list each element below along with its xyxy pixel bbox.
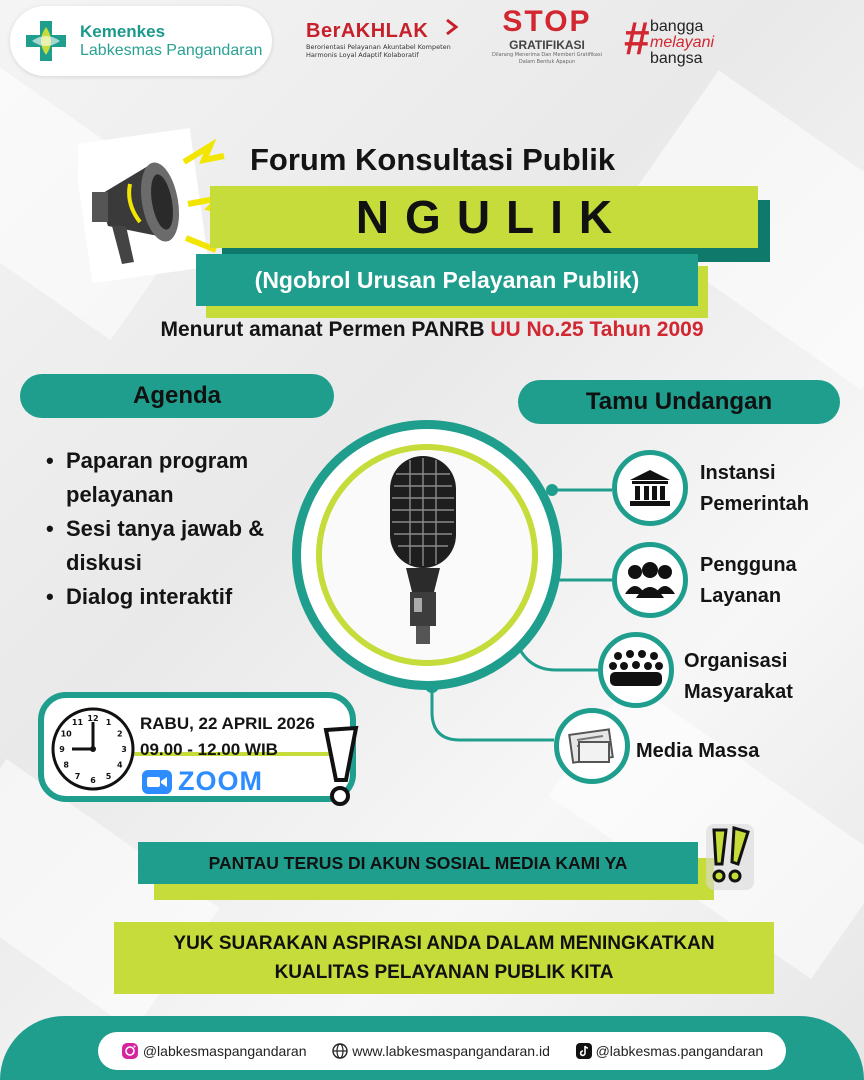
clock-number: 1: [105, 718, 112, 728]
users-icon: [612, 542, 688, 618]
berakhlak-title: BerAKHLAK: [306, 20, 429, 42]
bangga-word-1: bangga: [650, 18, 704, 35]
clock-number: 4: [117, 760, 123, 770]
instagram-icon: [121, 1042, 139, 1060]
mandate-text: [0, 318, 864, 342]
bangga-word-3: bangsa: [650, 50, 703, 67]
tiktok-icon: [576, 1043, 592, 1059]
subtitle-banner: [196, 254, 698, 306]
agenda-heading-label: Agenda: [132, 382, 221, 409]
zoom-label: ZOOM: [178, 766, 263, 796]
guest-label-2-line2: Layanan: [700, 585, 782, 607]
clock-number: 8: [63, 760, 69, 770]
clock-number: 6: [90, 776, 96, 785]
guest-label-1: [700, 458, 809, 520]
berakhlak-logo: [306, 12, 466, 76]
crowd-icon: [598, 632, 674, 708]
guest-label-2-line1: Pengguna: [700, 554, 797, 576]
tiktok-label: @labkesmas.pangandaran: [595, 1043, 764, 1059]
agenda-item: • Dialog interaktif: [44, 580, 304, 614]
logo-subtitle: Labkesmas Pangandaran: [80, 42, 263, 59]
exclamation-icon: [316, 724, 364, 808]
aspiration-line-2: KUALITAS PELAYANAN PUBLIK KITA: [274, 962, 614, 983]
ngulik-banner: [210, 186, 758, 248]
social-banner: [138, 842, 698, 884]
clock-number: 10: [60, 729, 72, 739]
guests-heading: [518, 380, 840, 424]
agenda-heading: [20, 374, 334, 418]
bangga-word-2: melayani: [650, 34, 715, 51]
clock-number: 12: [87, 714, 99, 723]
guest-label-2: [700, 550, 797, 612]
guest-label-3-line1: Organisasi: [684, 650, 788, 672]
clock-number: 2: [117, 729, 123, 739]
newspaper-icon: [554, 708, 630, 784]
bangga-melayani-logo: [624, 12, 744, 72]
aspiration-banner: [114, 922, 774, 994]
globe-icon: [332, 1043, 348, 1059]
clock-number: 11: [71, 718, 84, 728]
mandate-law: UU No.25 Tahun 2009: [490, 318, 704, 341]
stop-subtitle: GRATIFIKASI: [509, 38, 585, 52]
forum-title: Forum Konsultasi Publik: [250, 142, 616, 177]
berakhlak-tagline-2: Harmonis Loyal Adaptif Kolaboratif: [306, 51, 419, 59]
kemenkes-logo-icon: [22, 17, 70, 65]
logo-title: Kemenkes: [80, 22, 166, 41]
stop-title: STOP: [502, 5, 592, 38]
website-link[interactable]: [332, 1043, 550, 1059]
footer-social-bar: [98, 1032, 786, 1070]
instagram-handle[interactable]: [121, 1042, 307, 1060]
zoom-camera-icon: [142, 770, 172, 794]
guest-label-1-line2: Pemerintah: [700, 493, 809, 515]
stop-gratifikasi-logo: [492, 6, 602, 76]
guest-label-4-line1: Media Massa: [636, 740, 760, 762]
event-time: 09.00 - 12.00 WIB: [140, 740, 278, 759]
instagram-handle-label: @labkesmaspangandaran: [142, 1043, 307, 1059]
clock-number: 9: [59, 745, 65, 754]
mandate-prefix: Menurut amanat Permen PANRB: [160, 318, 485, 341]
clock-number: 5: [105, 771, 112, 781]
double-exclamation-icon: [704, 822, 756, 892]
guests-heading-label: Tamu Undangan: [585, 388, 773, 415]
website-label: www.labkesmaspangandaran.id: [352, 1043, 550, 1059]
guest-label-3-line2: Masyarakat: [684, 681, 793, 703]
social-banner-text: PANTAU TERUS DI AKUN SOSIAL MEDIA KAMI YA: [208, 852, 628, 873]
tiktok-handle[interactable]: [576, 1043, 764, 1059]
government-building-icon: [612, 450, 688, 526]
kemenkes-logo: [10, 6, 272, 76]
clock-icon: [50, 706, 136, 792]
agenda-item: • Paparan program pelayanan: [44, 444, 304, 512]
microphone-icon: [376, 452, 472, 648]
clock-number: 7: [74, 771, 81, 781]
aspiration-line-1: YUK SUARAKAN ASPIRASI ANDA DALAM MENINGKATKAN: [173, 933, 715, 954]
berakhlak-tagline-1: Berorientasi Pelayanan Akuntabel Kompeten: [306, 43, 451, 51]
event-date: RABU, 22 APRIL 2026: [140, 714, 315, 733]
agenda-list: [44, 444, 304, 614]
ngulik-subtitle: (Ngobrol Urusan Pelayanan Publik): [254, 266, 640, 293]
chevron-icon: [444, 18, 460, 36]
guest-label-3: [684, 646, 793, 708]
agenda-item: • Sesi tanya jawab & diskusi: [44, 512, 304, 580]
clock-number: 3: [121, 745, 127, 754]
stop-tagline: Dilarang Menerima Dan Memberi Gratifikasi Dalam Bentuk Apapun: [492, 52, 602, 65]
guest-label-1-line1: Instansi: [700, 462, 776, 484]
ngulik-title: NGULIK: [355, 191, 629, 243]
guest-label-4: [636, 736, 759, 767]
hashtag-icon: #: [624, 12, 650, 64]
